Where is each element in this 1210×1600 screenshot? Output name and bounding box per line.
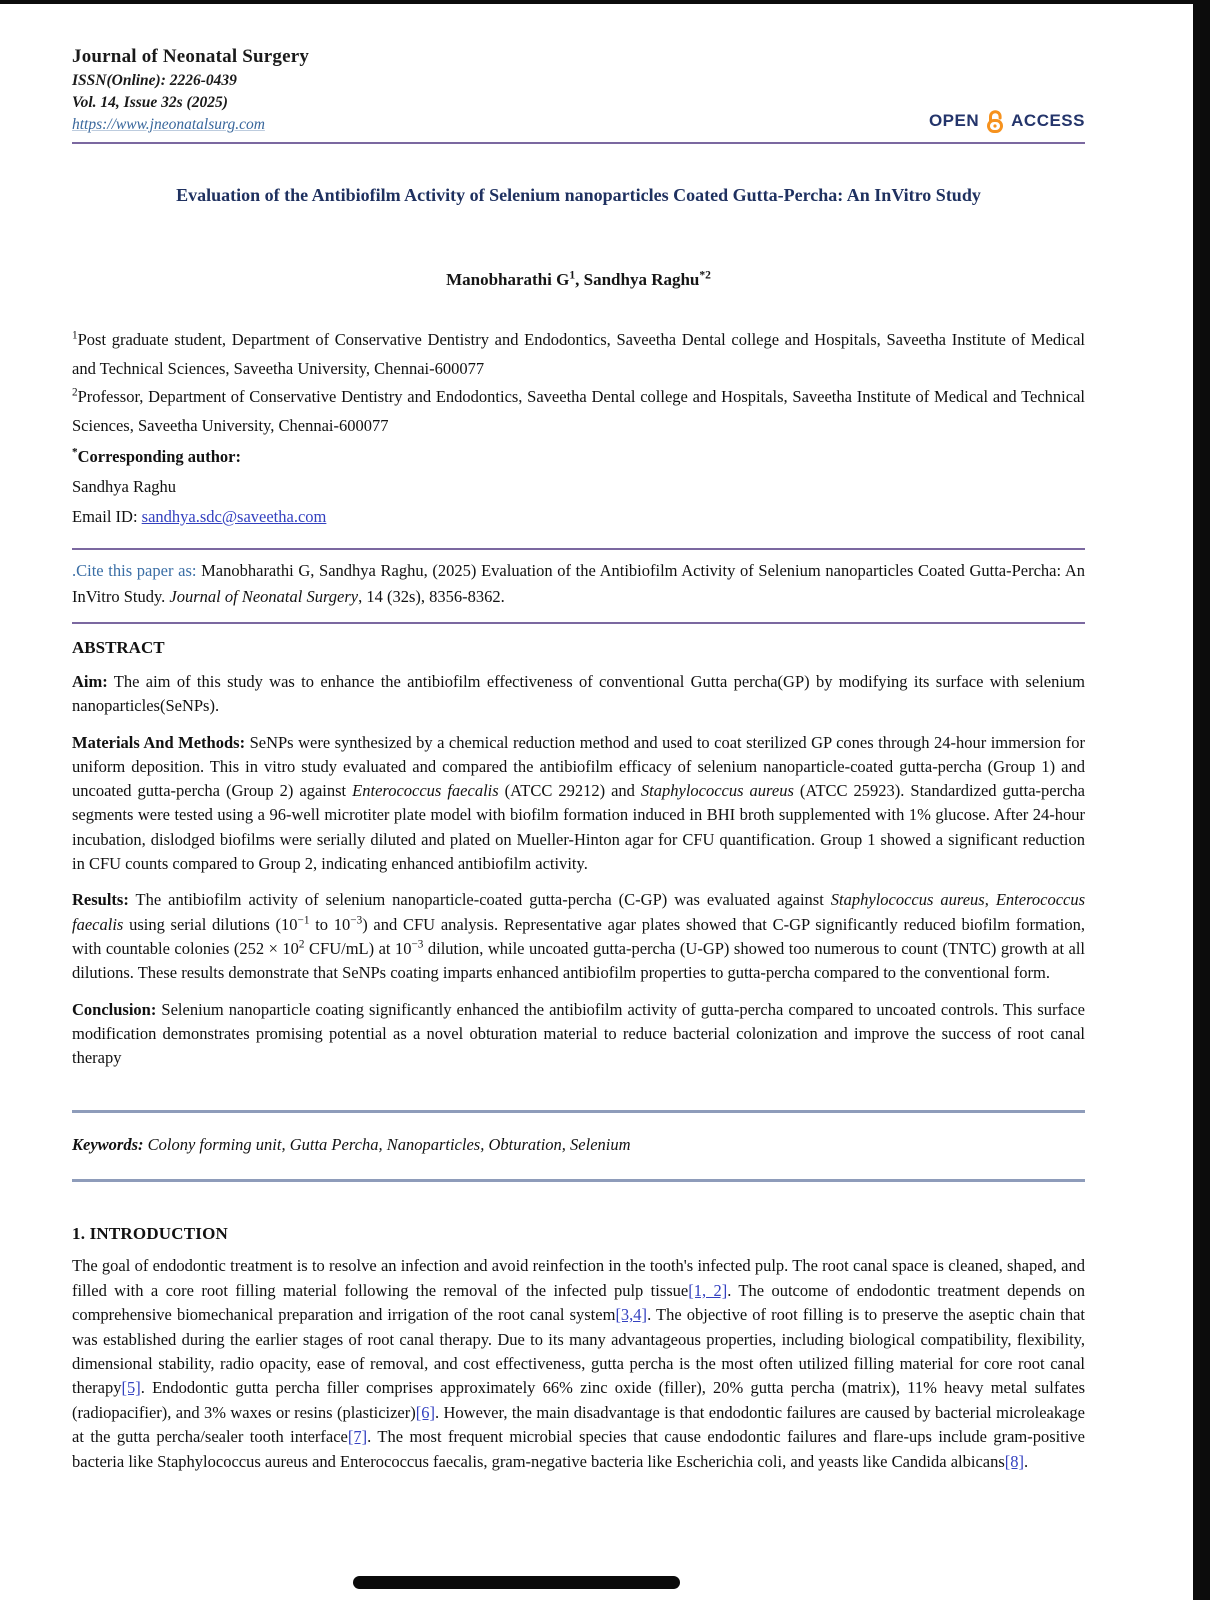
citation-pages: , 14 (32s), 8356-8362.: [358, 587, 505, 606]
abstract-heading: ABSTRACT: [72, 638, 165, 657]
affiliations: [72, 326, 1085, 532]
journal-website-link[interactable]: https://www.jneonatalsurg.com: [72, 116, 265, 133]
ref-link-7[interactable]: [7]: [347, 1427, 368, 1447]
affiliation-2-marker: 2: [72, 386, 78, 399]
affiliation-2: [72, 383, 1085, 440]
right-border: [1193, 0, 1210, 1600]
keywords: [72, 1135, 1085, 1155]
introduction-paragraph: The goal of endodontic treatment is to resolve an infection and avoid reinfection in the tooth's infected pulp. The root canal space is cleaned, shaped, and filled with a core root filling material following the removal of the infected pulp tissue[1, 2]. The outcome of endodontic treatment depends on comprehensive biomechanical preparation and irrigation of the root canal system[3,4]. The objective of root filling is to preserve the aseptic chain that was established during the earlier stages of root canal therapy. Due to its many advantageous properties, including biological compatibility, flexibility, dimensional stability, radio opacity, ease of removal, and cost effectiveness, gutta percha is the most often utilized filling material for core root canal therapy[5]. Endodontic gutta percha filler comprises approximately 66% zinc oxide (filler), 20% gutta percha (matrix), 11% heavy metal sulfates (radiopacifier), and 3% waxes or resins (plasticizer)[6]. However, the main disadvantage is that endodontic failures are caused by bacterial microleakage at the gutta percha/sealer tooth interface[7]. The most frequent microbial species that cause endodontic failures and flare-ups include gram-positive bacteria like Staphylococcus aureus and Enterococcus faecalis, gram-negative bacteria like Escherichia coli, and yeasts like Candida albicans[8].: [72, 1256, 1085, 1471]
open-access-open-label: OPEN: [928, 111, 980, 130]
abstract-results: Results: The antibiofilm activity of selenium nanoparticle-coated gutta-percha (C-GP) was evaluated against Staphylococcus aureus, Enterococcus faecalis using serial dilutions ($10^{-1}$ to $10^{-3}$) and CFU analysis. Representative agar plates showed that C-GP significantly reduced biofilm formation, with countable colonies ($252 \times 10^2$ CFU/mL) at $10^{-3}$ dilution, while uncoated gutta-percha (U-GP) showed too numerous to count (TNTC) growth at all dilutions. These results demonstrate that SeNPs coating imparts enhanced antibiofilm properties to gutta-percha compared to the conventional form.: [72, 890, 1086, 983]
citation-divider-bottom: [72, 622, 1085, 624]
corresponding-author-name: Sandhya Raghu: [72, 477, 177, 496]
email-line: [72, 502, 1085, 532]
introduction-heading: 1. INTRODUCTION: [72, 1224, 229, 1244]
ref-link-3-4[interactable]: [3,4]: [615, 1305, 648, 1325]
ref-link-1-2[interactable]: [1, 2]: [688, 1280, 728, 1300]
abstract-methods: Materials And Methods: SeNPs were synthesized by a chemical reduction method and used to coat sterilized GP cones through 24-hour immersion for uniform deposition. This in vitro study evaluated and compared the antibiofilm efficacy of selenium nanoparticle-coated gutta-percha (Group 1) and uncoated gutta-percha (Group 2) against Enterococcus faecalis (ATCC 29212) and Staphylococcus aureus (ATCC 25923). Standardized gutta-percha segments were tested using a 96-well microtiter plate model with biofilm formation induced in BHI broth supplemented with 1% glucose. After 24-hour incubation, dislodged biofilms were serially diluted and plated on Mueller-Hinton agar for CFU quantification. Group 1 showed a significant reduction in CFU counts compared to Group 2, indicating enhanced antibiofilm activity.: [72, 732, 1086, 874]
open-access-access-label: ACCESS: [1011, 111, 1085, 130]
species-staphylococcus: Staphylococcus aureus: [640, 781, 794, 801]
species-staphylococcus: Staphylococcus aureus: [830, 890, 985, 910]
corresponding-marker: *: [72, 446, 78, 459]
ref-link-6[interactable]: [6]: [415, 1402, 435, 1422]
keywords-list: Colony forming unit, Gutta Percha, Nanoparticles, Obturation, Selenium: [143, 1135, 631, 1155]
ref-link-8[interactable]: [8]: [1004, 1451, 1025, 1471]
abstract-aim: Aim: The aim of this study was to enhance the antibiofilm effectiveness of conventional Gutta percha(GP) by modifying its surface with selenium nanoparticles(SeNPs).: [72, 672, 1085, 716]
authors-line: [72, 270, 1085, 290]
citation: [72, 550, 1085, 610]
author-1-superscript: 1: [569, 268, 576, 282]
affiliation-1-marker: 1: [72, 329, 78, 342]
citation-text: Manobharathi G, Sandhya Raghu, (2025) Evaluation of the Antibiofilm Activity of Selenium nanoparticles Coated Gutta-Percha: An InVitro Study.: [72, 561, 1085, 606]
journal-info: [72, 44, 309, 136]
affiliation-1: [72, 326, 1085, 383]
journal-issn: ISSN(Online): 2226-0439: [72, 72, 237, 89]
header-divider: [72, 142, 1085, 144]
author-separator: ,: [575, 270, 584, 289]
page-bottom-bar: [353, 1576, 680, 1589]
keywords-divider-bottom: [72, 1179, 1085, 1182]
page-title: Evaluation of the Antibiofilm Activity of Selenium nanoparticles Coated Gutta-Percha: An InVitro Study: [176, 185, 981, 205]
journal-title: Journal of Neonatal Surgery: [72, 46, 310, 67]
methods-label: Materials And Methods:: [72, 732, 246, 752]
author-2: Sandhya Raghu: [583, 270, 700, 289]
abstract-conclusion: Conclusion: Selenium nanoparticle coating significantly enhanced the antibiofilm activity of gutta-percha compared to uncoated controls. This surface modification demonstrates promising potential as a novel obturation material to reduce bacterial colonization and improve the success of root canal therapy: [72, 999, 1085, 1068]
citation-journal-name: Journal of Neonatal Surgery: [169, 587, 359, 606]
author-1: Manobharathi G: [446, 270, 570, 289]
journal-volume: Vol. 14, Issue 32s (2025): [72, 94, 228, 111]
cite-label: .Cite this paper as:: [72, 561, 197, 580]
aim-label: Aim:: [72, 672, 108, 691]
journal-header: [72, 0, 1085, 136]
corresponding-author-label: *Corresponding author:: [72, 446, 241, 466]
keywords-divider-top: [72, 1110, 1085, 1113]
open-access-logo: [929, 108, 1085, 136]
email-label: Email ID:: [72, 507, 142, 526]
open-lock-icon: [983, 108, 1007, 134]
affiliation-1-text: Post graduate student, Department of Conservative Dentistry and Endodontics, Saveetha Dental college and Hospitals, Saveetha Institute of Medical and Technical Sciences, Saveetha University, Chennai-600077: [72, 330, 1085, 378]
email-link[interactable]: sandhya.sdc@saveetha.com: [141, 507, 327, 526]
affiliation-2-text: Professor, Department of Conservative Dentistry and Endodontics, Saveetha Dental college and Hospitals, Saveetha Institute of Medical and Technical Sciences, Saveetha University, Chennai-600077: [72, 387, 1085, 435]
results-label: Results:: [72, 890, 129, 910]
species-enterococcus: Enterococcus faecalis: [352, 781, 499, 801]
author-2-superscript: *2: [699, 268, 711, 282]
species-enterococcus: Enterococcus faecalis: [72, 890, 1086, 934]
keywords-label: Keywords:: [72, 1135, 144, 1155]
conclusion-label: Conclusion:: [72, 999, 157, 1019]
ref-link-5[interactable]: [5]: [121, 1378, 141, 1398]
